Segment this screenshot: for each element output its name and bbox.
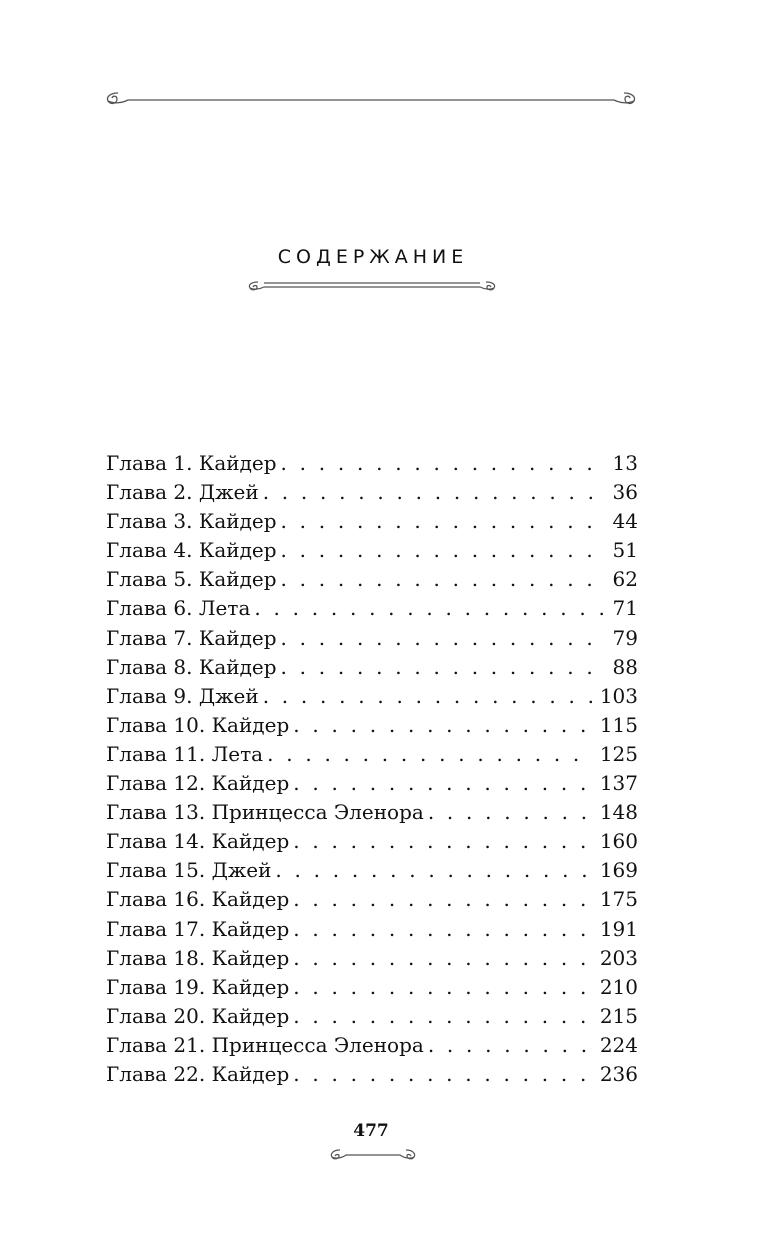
toc-entry [106,1031,638,1060]
toc-entry [106,507,638,536]
toc-dot-leader [263,682,592,711]
toc-entry [106,1002,638,1031]
toc-entry [106,565,638,594]
toc-entry-page: 191 [599,916,638,941]
toc-entry-title: Глава 1. Кайдер [106,451,277,475]
toc-dot-leader [281,565,605,594]
toc-entry-page: 115 [599,712,638,737]
toc-entry-title: Глава 4. Кайдер [106,538,277,563]
toc-dot-leader [267,740,592,769]
toc-entry-page: 103 [599,683,638,708]
toc-entry-title: Глава 8. Кайдер [106,654,277,679]
toc-entry-page: 224 [599,1032,638,1057]
toc-dot-leader [428,1031,592,1060]
toc-entry [106,653,638,682]
toc-entry [106,944,638,973]
toc-entry-page: 137 [599,771,638,796]
toc-dot-leader [293,711,592,740]
toc-entry [106,624,638,653]
top-ornament-rule [104,86,638,108]
toc-entry-title: Глава 2. Джей [106,480,259,505]
toc-entry-title: Глава 22. Кайдер [106,1061,290,1086]
toc-entry-page: 215 [599,1003,638,1028]
toc-dot-leader [275,856,591,885]
toc-entry-title: Глава 13. Принцесса Эленора [106,800,424,825]
toc-dot-leader [293,1060,592,1089]
toc-entry [106,827,638,856]
toc-dot-leader [293,769,592,798]
toc-entry-title: Глава 21. Принцесса Эленора [106,1032,424,1057]
toc-entry-page: 210 [599,974,638,999]
title-ornament-rule [246,277,498,293]
toc-dot-leader [293,1002,592,1031]
toc-entry [106,973,638,1002]
toc-dot-leader [428,798,592,827]
toc-entry [106,682,638,711]
toc-entry-title: Глава 12. Кайдер [106,771,290,796]
toc-entry [106,594,638,623]
toc-entry-page: 203 [599,945,638,970]
toc-dot-leader [281,624,605,653]
bottom-ornament [328,1146,418,1164]
toc-dot-leader [293,915,592,944]
toc-entry [106,740,638,769]
toc-entry-title: Глава 15. Джей [106,858,272,883]
toc-entry-page: 71 [612,596,638,621]
toc-entry [106,915,638,944]
toc-entry-title: Глава 10. Кайдер [106,712,290,737]
toc-entry [106,856,638,885]
toc-entry [106,711,638,740]
toc-entry [106,885,638,914]
toc-entry-title: Глава 19. Кайдер [106,974,290,999]
toc-entry [106,1060,638,1089]
toc-dot-leader [281,449,605,478]
toc-entry [106,478,638,507]
toc-entry-title: Глава 11. Лета [106,741,264,766]
page-number: 477 [353,1121,389,1141]
toc-entry-page: 88 [612,654,638,679]
toc-dot-leader [254,594,604,623]
toc-entry-title: Глава 20. Кайдер [106,1003,290,1028]
toc-entry-page: 79 [612,625,638,650]
toc-dot-leader [293,885,592,914]
toc-entry-page: 36 [612,480,638,505]
toc-dot-leader [281,536,605,565]
toc-entry-page: 125 [599,741,638,766]
toc-entry [106,449,638,478]
toc-entry [106,536,638,565]
toc-entry-page: 62 [612,567,638,592]
toc-entry-page: 13 [612,451,638,475]
page-title: СОДЕРЖАНИЕ [277,246,469,268]
toc-entry-title: Глава 16. Кайдер [106,887,290,912]
toc-entry-page: 51 [612,538,638,563]
toc-entry-title: Глава 17. Кайдер [106,916,290,941]
toc-dot-leader [281,653,605,682]
toc-dot-leader [293,944,592,973]
toc-entry-page: 236 [599,1061,638,1086]
toc-entry-title: Глава 18. Кайдер [106,945,290,970]
toc-entry-page: 148 [599,800,638,825]
toc-dot-leader [293,827,592,856]
toc-entry-title: Глава 3. Кайдер [106,509,277,534]
toc-entry-title: Глава 7. Кайдер [106,625,277,650]
toc-entry-page: 175 [599,887,638,912]
table-of-contents [106,449,638,1089]
toc-entry [106,798,638,827]
toc-dot-leader [281,507,605,536]
toc-entry-title: Глава 9. Джей [106,683,259,708]
toc-entry-page: 169 [599,858,638,883]
toc-entry-page: 160 [599,829,638,854]
toc-entry [106,769,638,798]
toc-entry-page: 44 [612,509,638,534]
toc-dot-leader [293,973,592,1002]
toc-entry-title: Глава 6. Лета [106,596,251,621]
toc-entry-title: Глава 5. Кайдер [106,567,277,592]
toc-dot-leader [263,478,605,507]
toc-entry-title: Глава 14. Кайдер [106,829,290,854]
